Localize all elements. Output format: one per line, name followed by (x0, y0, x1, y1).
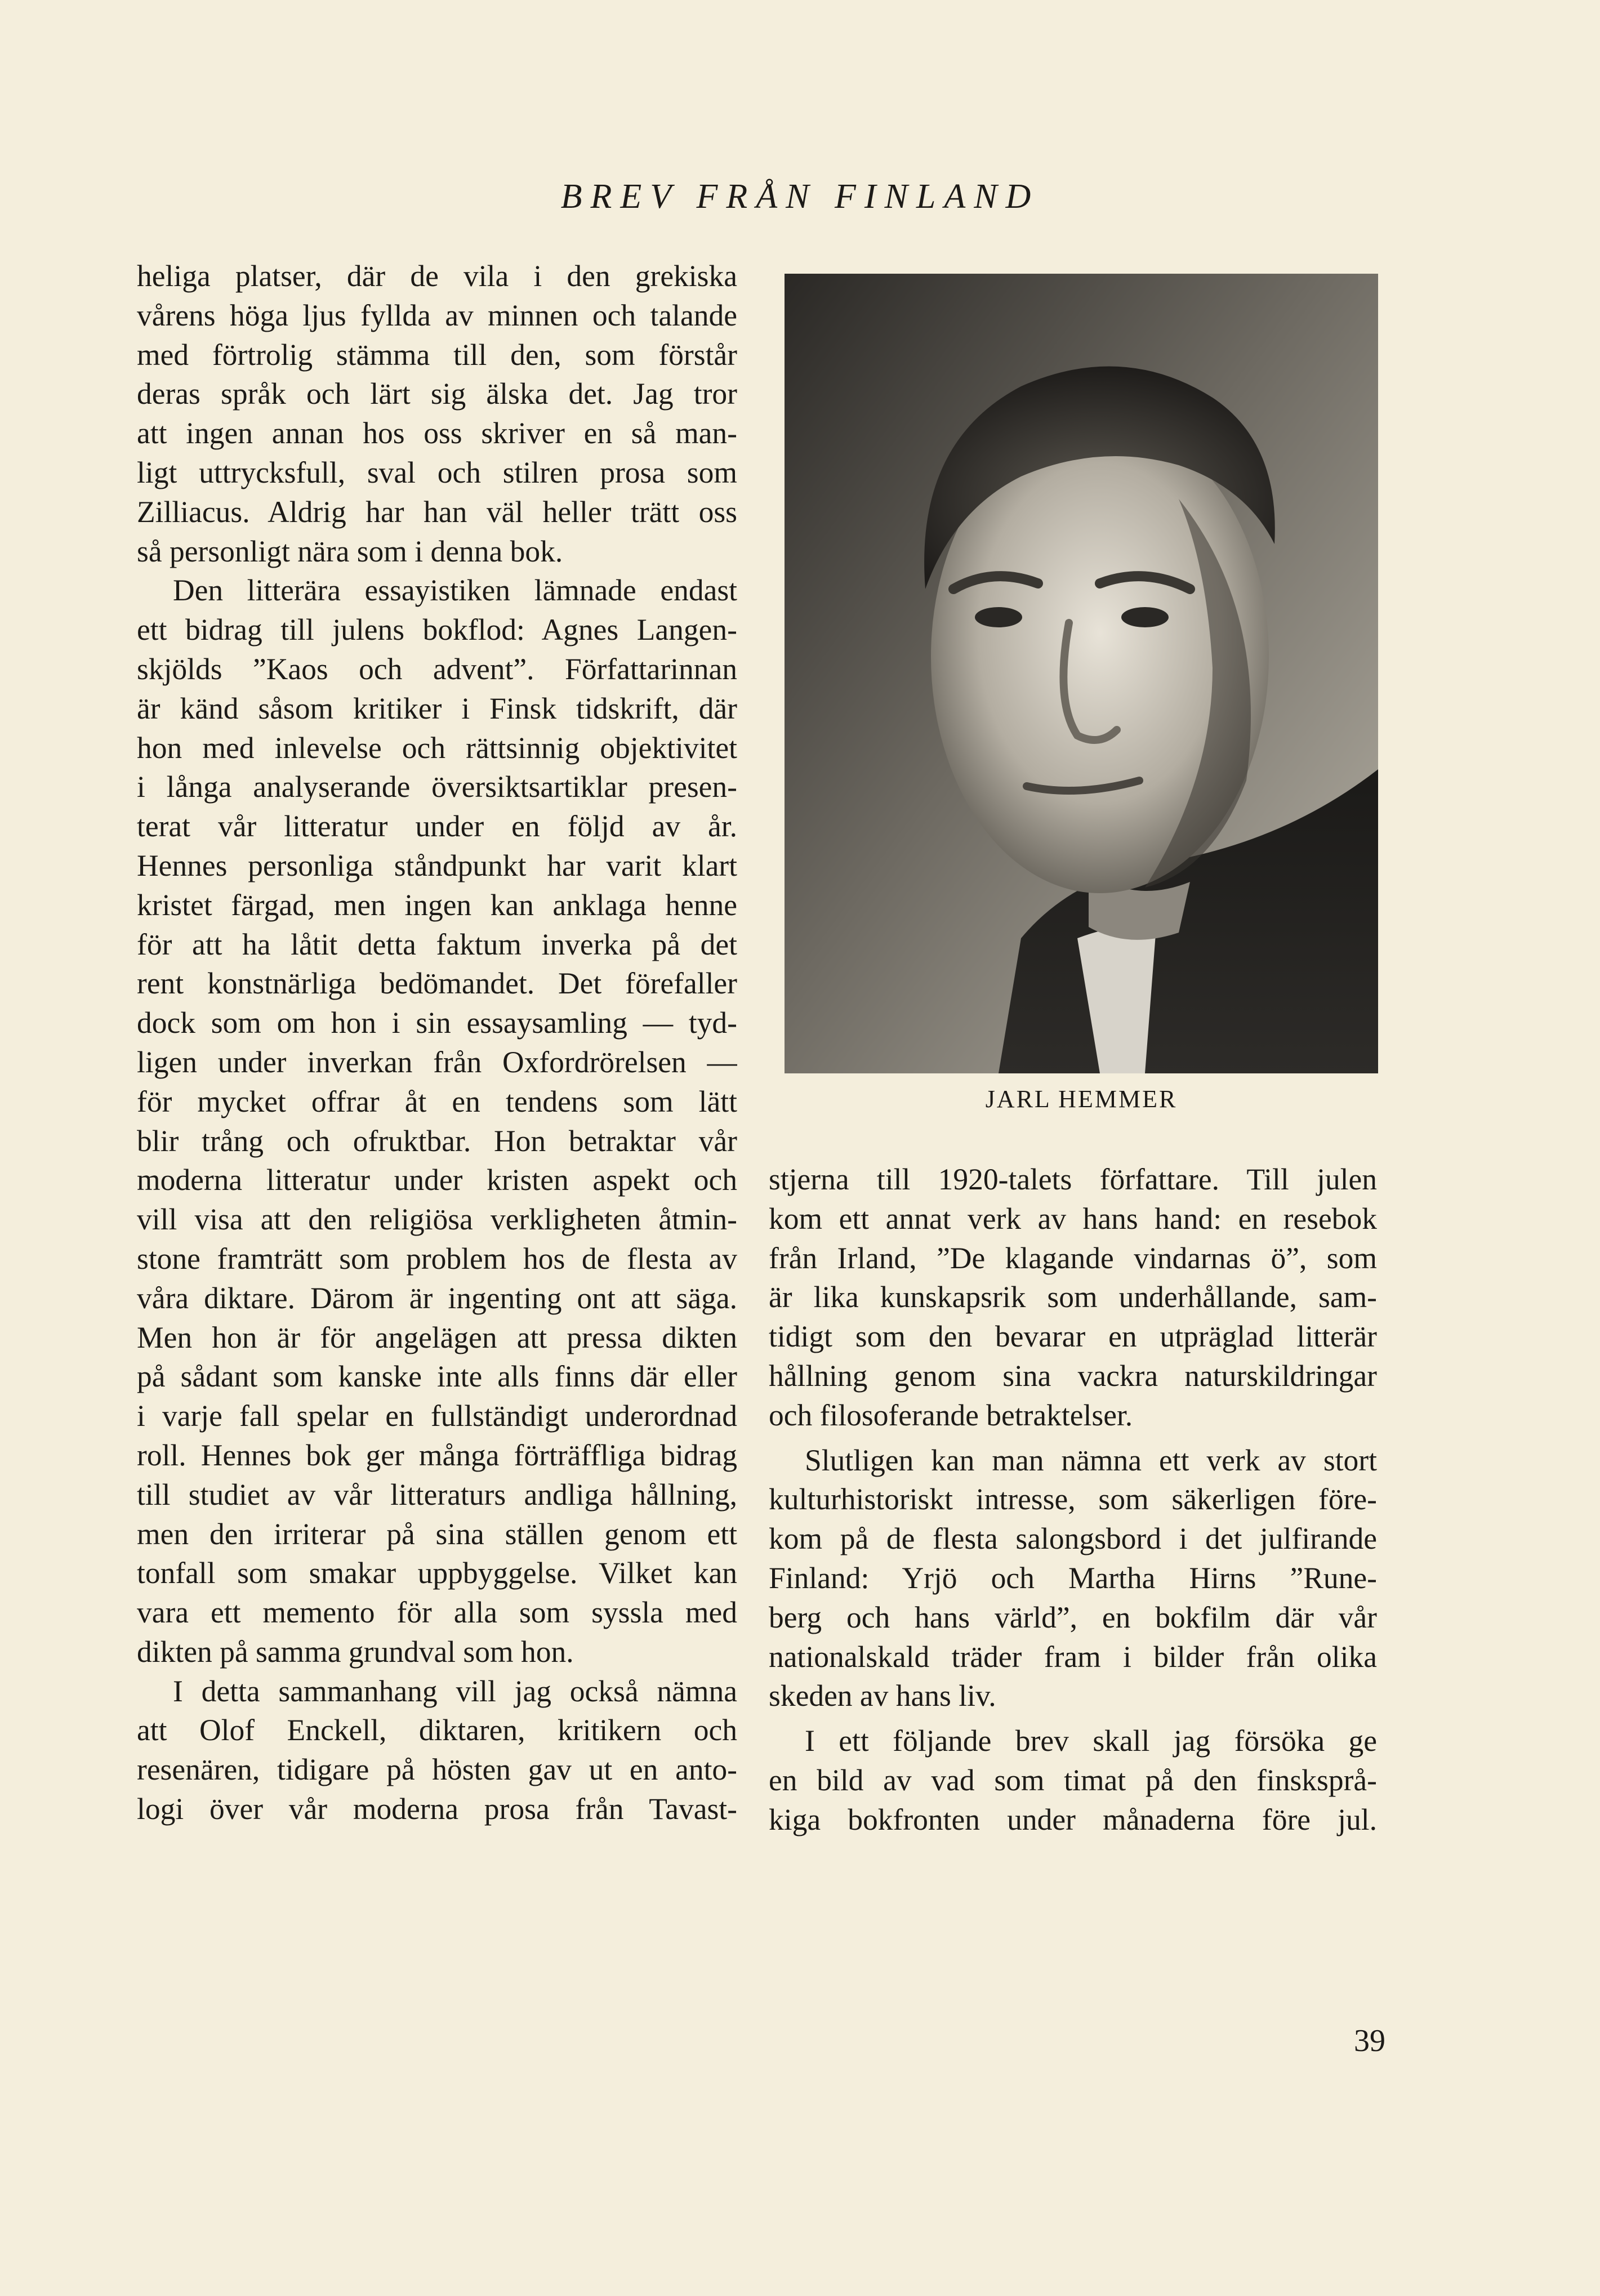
text-line: på sådant som kanske inte alls finns där eller (137, 1359, 737, 1394)
text-line: heliga platser, där de vila i den grekiska (137, 259, 737, 293)
text-line: med förtrolig stämma till den, som förstår (137, 337, 737, 372)
text-line: terat vår litteratur under en följd av år. (137, 809, 737, 844)
right-column (769, 1160, 1377, 1840)
text-line: moderna litteratur under kristen aspekt och (137, 1163, 737, 1197)
text-line: kom ett annat verk av hans hand: en resebok (769, 1201, 1377, 1236)
text-line: till studiet av vår litteraturs andliga hållning, (137, 1477, 737, 1512)
text-line: vill visa att den religiösa verkligheten åtmin- (137, 1202, 737, 1237)
text-line: nationalskald träder fram i bilder från olika (769, 1639, 1377, 1674)
text-line: hon med inlevelse och rättsinnig objektivitet (137, 730, 737, 765)
text-line: deras språk och lärt sig älska det. Jag tror (137, 377, 737, 411)
text-line: ligt uttrycksfull, sval och stilren prosa som (137, 455, 737, 489)
text-line: Hennes personliga ståndpunkt har varit klart (137, 848, 737, 882)
text-line: I ett följande brev skall jag försöka ge (805, 1724, 1377, 1758)
text-line: dikten på samma grundval som hon. (137, 1634, 574, 1669)
text-line: roll. Hennes bok ger många förträffliga bidrag (137, 1438, 737, 1472)
text-line: stjerna till 1920-talets författare. Till julen (769, 1162, 1377, 1196)
text-line: kom på de flesta salongsbord i det julfirande (769, 1522, 1377, 1556)
text-line: är känd såsom kritiker i Finsk tidskrift, där (137, 691, 737, 725)
photo-caption: JARL HEMMER (985, 1085, 1178, 1113)
text-line: tonfall som smakar uppbyggelse. Vilket kan (137, 1556, 737, 1590)
text-line: en bild av vad som timat på den finsksprå- (769, 1763, 1377, 1797)
text-line: skjölds ”Kaos och advent”. Författarinnan (137, 652, 737, 686)
text-line: Men hon är för angelägen att pressa dikten (137, 1320, 737, 1354)
portrait-photo (785, 274, 1378, 1073)
text-line: och filosoferande betraktelser. (769, 1398, 1133, 1432)
text-line: Finland: Yrjö och Martha Hirns ”Rune- (769, 1561, 1377, 1595)
text-line: för mycket offrar åt en tendens som lätt (137, 1084, 737, 1118)
text-line: tidigt som den bevarar en utpräglad litterär (769, 1319, 1377, 1354)
text-line: för att ha låtit detta faktum inverka på det (137, 927, 737, 961)
text-line: ligen under inverkan från Oxfordrörelsen — (137, 1045, 737, 1079)
text-line: i långa analyserande översiktsartiklar presen- (137, 770, 737, 804)
text-line: att Olof Enckell, diktaren, kritikern och (137, 1713, 737, 1747)
text-line: resenären, tidigare på hösten gav ut en anto- (137, 1753, 737, 1787)
text-line: I detta sammanhang vill jag också nämna (173, 1674, 737, 1708)
text-line: Zilliacus. Aldrig har han väl heller trätt oss (137, 494, 737, 529)
text-line: blir trång och ofruktbar. Hon betraktar vår (137, 1124, 737, 1158)
page-number: 39 (1354, 2023, 1385, 2058)
text-line: stone framträtt som problem hos de flesta av (137, 1241, 737, 1276)
running-title: BREV FRÅN FINLAND (560, 177, 1040, 216)
text-line: vara ett memento för alla som syssla med (137, 1595, 737, 1630)
text-line: skeden av hans liv. (769, 1679, 996, 1713)
text-line: i varje fall spelar en fullständigt underordnad (137, 1399, 737, 1433)
text-line: Den litterära essayistiken lämnade endast (173, 573, 737, 608)
text-line: berg och hans värld”, en bokfilm där vår (769, 1600, 1377, 1634)
text-line: hållning genom sina vackra naturskildringar (769, 1358, 1377, 1393)
left-column (137, 257, 737, 1829)
text-line: Slutligen kan man nämna ett verk av stort (805, 1443, 1377, 1477)
text-line: att ingen annan hos oss skriver en så man- (137, 416, 737, 451)
text-line: så personligt nära som i denna bok. (137, 534, 563, 568)
text-line: men den irriterar på sina ställen genom ett (137, 1517, 737, 1551)
text-line: våra diktare. Därom är ingenting ont att säga. (137, 1281, 737, 1315)
text-line: rent konstnärliga bedömandet. Det förefaller (137, 966, 737, 1001)
text-line: ett bidrag till julens bokflod: Agnes Langen- (137, 613, 737, 647)
text-line: logi över vår moderna prosa från Tavast- (137, 1792, 737, 1826)
text-line: är lika kunskapsrik som underhållande, sam- (769, 1280, 1377, 1314)
text-line: vårens höga ljus fyllda av minnen och talande (137, 298, 737, 332)
text-line: från Irland, ”De klagande vindarnas ö”, som (769, 1241, 1377, 1275)
text-line: dock som om hon i sin essaysamling — tyd- (137, 1006, 737, 1040)
text-line: kulturhistoriskt intresse, som säkerligen före- (769, 1482, 1377, 1517)
text-line: kiga bokfronten under månaderna före jul. (769, 1802, 1377, 1836)
text-line: kristet färgad, men ingen kan anklaga henne (137, 888, 737, 922)
